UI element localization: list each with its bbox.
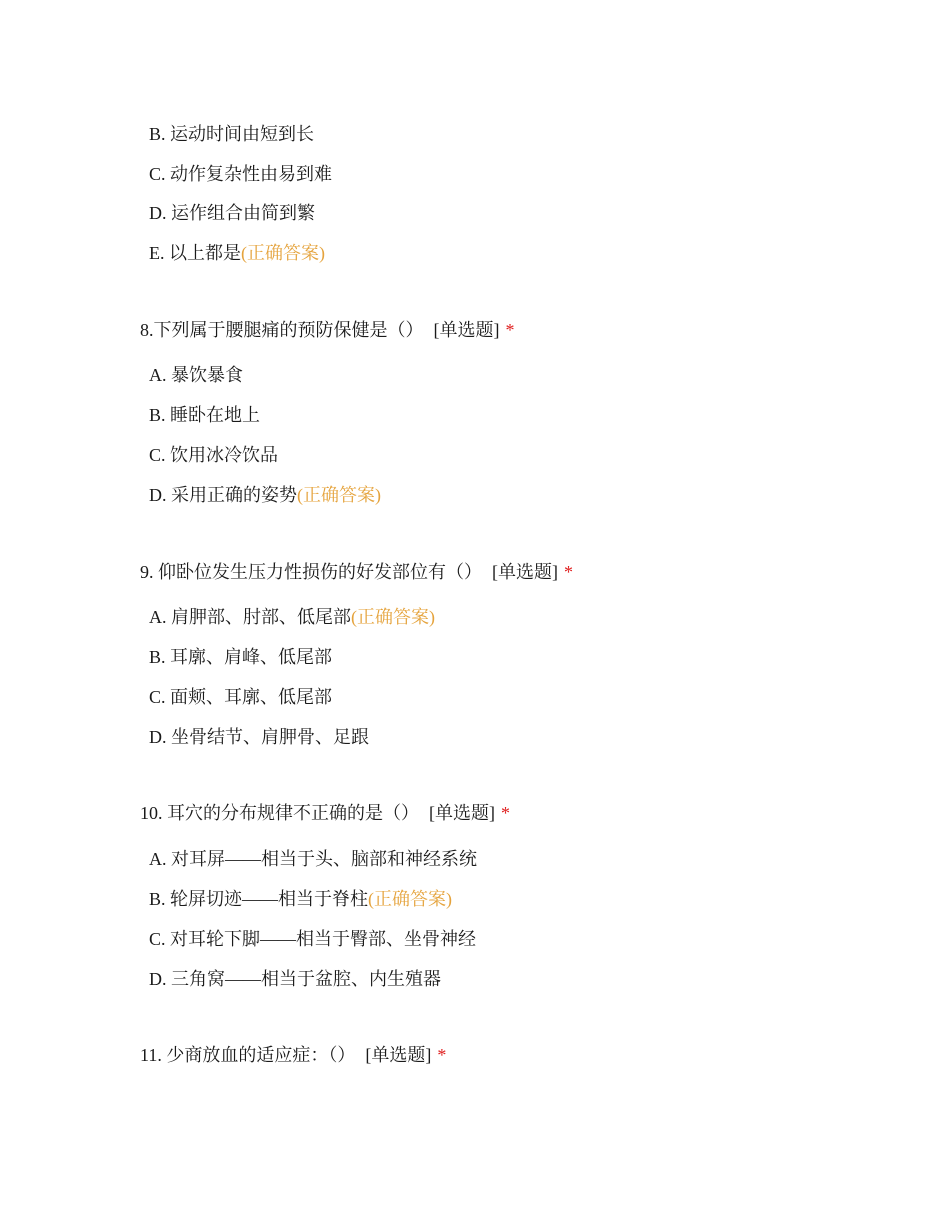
correct-answer-marker: (正确答案) [297, 485, 381, 505]
q7-option-d[interactable] [149, 202, 315, 224]
question-type-tag: [单选题] [429, 803, 495, 823]
question-title: 8.下列属于腰腿痛的预防保健是（） [140, 320, 424, 340]
correct-answer-marker: (正确答案) [368, 889, 453, 909]
option-text: D. 三角窝——相当于盆腔、内生殖器 [149, 969, 441, 989]
required-marker: * [501, 803, 510, 823]
question-type-tag: [单选题] [433, 320, 500, 340]
option-text: B. 耳廓、肩峰、低尾部 [149, 647, 333, 667]
q8-option-b[interactable] [149, 404, 260, 426]
q8-option-c[interactable] [149, 444, 278, 466]
option-text: C. 对耳轮下脚——相当于臀部、坐骨神经 [149, 929, 477, 949]
question-title: 9. 仰卧位发生压力性损伤的好发部位有（） [140, 562, 482, 582]
q10-option-c[interactable] [149, 928, 476, 950]
q7-option-e[interactable] [149, 242, 325, 264]
q9-option-c[interactable] [149, 686, 332, 708]
required-marker: * [437, 1045, 447, 1065]
question-type-tag: [单选题] [365, 1045, 432, 1065]
q10-option-b[interactable] [149, 888, 452, 910]
required-marker: * [505, 320, 515, 340]
required-marker: * [564, 562, 573, 582]
question-type-tag: [单选题] [492, 562, 558, 582]
option-text: D. 采用正确的姿势 [149, 485, 297, 505]
q7-option-b[interactable] [149, 123, 314, 145]
option-text: C. 动作复杂性由易到难 [149, 164, 333, 184]
q10-title-row [140, 802, 510, 824]
q8-option-a[interactable] [149, 364, 243, 386]
option-text: C. 饮用冰冷饮品 [149, 445, 279, 465]
q11-title-row [140, 1044, 446, 1066]
option-text: E. 以上都是 [149, 243, 241, 263]
q7-option-c[interactable] [149, 163, 332, 185]
option-text: B. 轮屏切迹——相当于脊柱 [149, 889, 369, 909]
option-text: D. 坐骨结节、肩胛骨、足跟 [149, 727, 369, 747]
q9-title-row [140, 561, 573, 583]
option-text: A. 肩胛部、肘部、低尾部 [149, 607, 351, 627]
option-text: B. 运动时间由短到长 [149, 124, 315, 144]
option-text: D. 运作组合由简到繁 [149, 203, 315, 223]
correct-answer-marker: (正确答案) [241, 243, 325, 263]
q8-option-d[interactable] [149, 484, 381, 506]
option-text: C. 面颊、耳廓、低尾部 [149, 687, 333, 707]
question-title: 11. 少商放血的适应症：（） [140, 1045, 356, 1065]
q9-option-a[interactable] [149, 606, 435, 628]
option-text: A. 对耳屏——相当于头、脑部和神经系统 [149, 849, 477, 869]
q9-option-d[interactable] [149, 726, 369, 748]
option-text: B. 睡卧在地上 [149, 405, 261, 425]
question-title: 10. 耳穴的分布规律不正确的是（） [140, 803, 419, 823]
correct-answer-marker: (正确答案) [351, 607, 435, 627]
option-text: A. 暴饮暴食 [149, 365, 243, 385]
q8-title-row [140, 319, 515, 341]
q10-option-d[interactable] [149, 968, 441, 990]
q9-option-b[interactable] [149, 646, 332, 668]
q10-option-a[interactable] [149, 848, 477, 870]
